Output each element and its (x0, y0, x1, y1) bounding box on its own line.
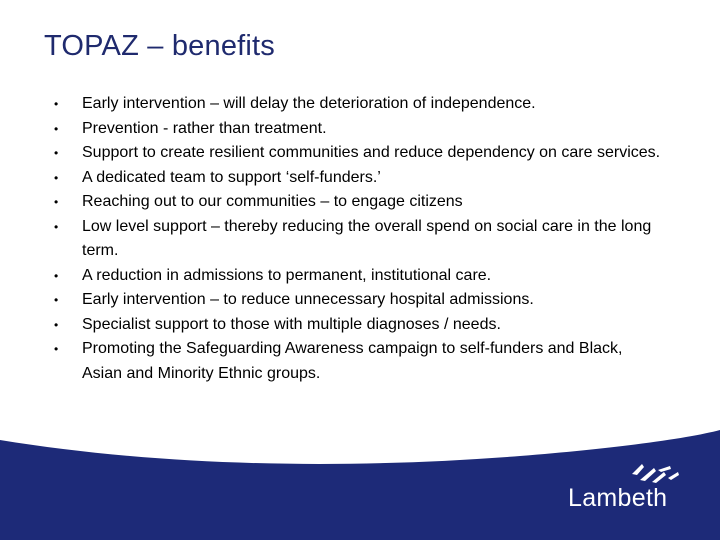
logo-text: Lambeth (568, 484, 668, 512)
bullet-dot-icon: • (54, 219, 59, 234)
bullet-text: Promoting the Safeguarding Awareness campaign to self-funders and Black, Asian and Minority Ethnic groups. (82, 340, 623, 382)
bullet-text: Reaching out to our communities – to engage citizens (82, 193, 463, 210)
bullet-text: Low level support – thereby reducing the overall spend on social care in the long term. (82, 217, 652, 259)
lambeth-logo-icon (628, 462, 680, 484)
slide-title: TOPAZ – benefits (44, 30, 276, 62)
bullet-text: A dedicated team to support ‘self-funders.’ (82, 168, 381, 186)
bullet-item (54, 313, 664, 338)
bullet-dot-icon: • (54, 97, 59, 111)
bullet-text: Early intervention – will delay the deterioration of independence. (82, 95, 536, 112)
bullet-item (54, 337, 664, 386)
bullet-item (54, 264, 664, 289)
bullet-item (54, 190, 664, 215)
bullet-item (54, 92, 664, 117)
bullet-list (54, 92, 664, 386)
bullet-dot-icon: • (54, 342, 59, 356)
bullet-dot-icon: • (54, 293, 59, 307)
bullet-dot-icon: • (54, 195, 59, 209)
bullet-item (54, 141, 664, 166)
bullet-dot-icon: • (54, 317, 59, 332)
bullet-item (54, 117, 664, 142)
bullet-text: Prevention - rather than treatment. (82, 119, 327, 137)
lambeth-logo (560, 462, 690, 522)
bullet-item (54, 166, 664, 191)
bullet-text: Specialist support to those with multiple diagnoses / needs. (82, 315, 501, 333)
bullet-dot-icon: • (54, 121, 59, 136)
bullet-dot-icon: • (54, 268, 59, 283)
bullet-dot-icon: • (54, 170, 59, 185)
bullet-dot-icon: • (54, 146, 59, 160)
bullet-text: Early intervention – to reduce unnecessary hospital admissions. (82, 291, 534, 308)
bullet-item (54, 215, 664, 264)
bullet-text: Support to create resilient communities and reduce dependency on care services. (82, 144, 661, 161)
bullet-item (54, 288, 664, 313)
bullet-text: A reduction in admissions to permanent, institutional care. (82, 266, 492, 284)
